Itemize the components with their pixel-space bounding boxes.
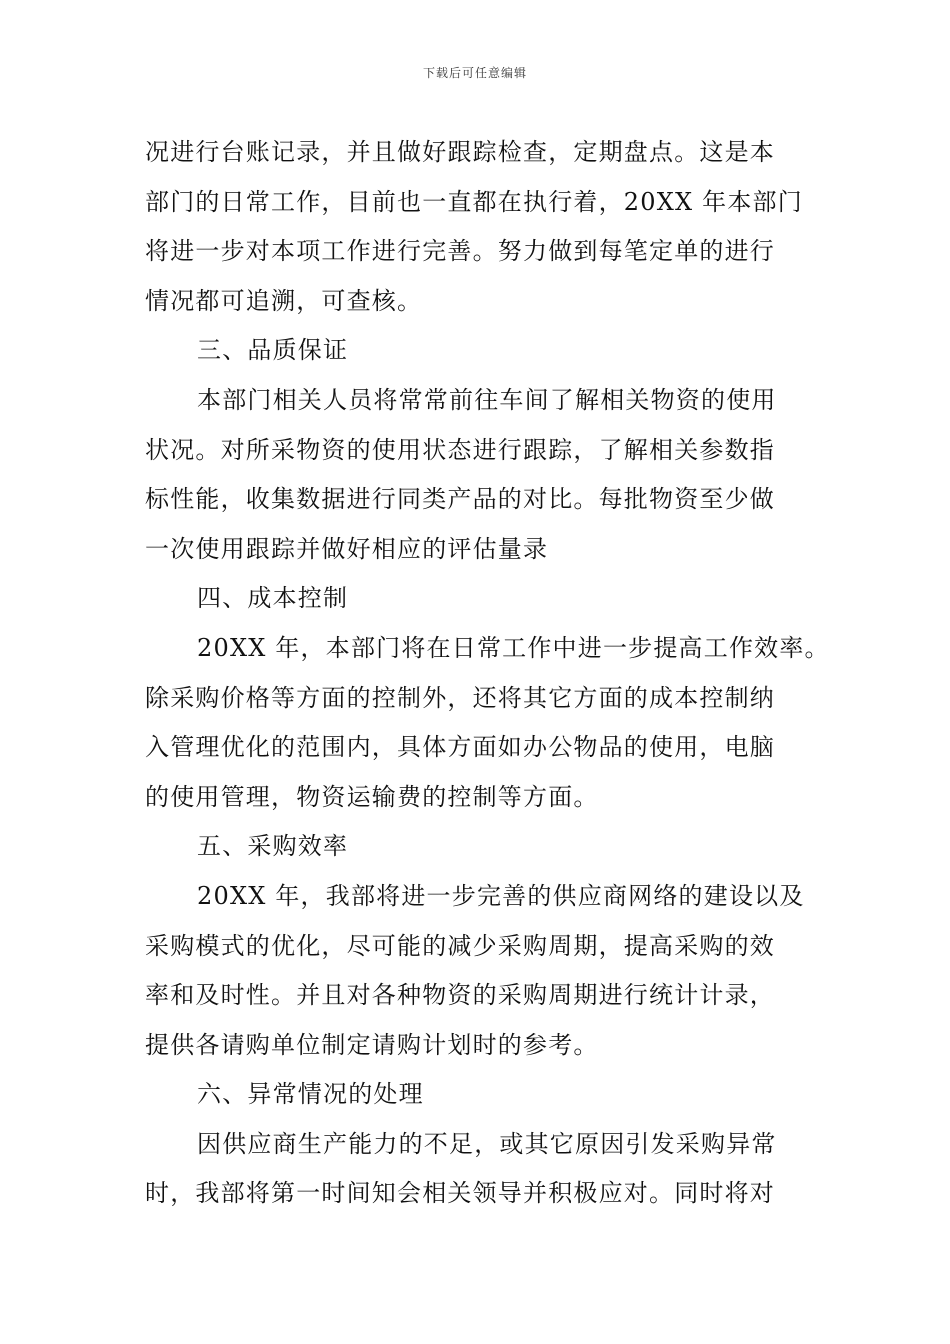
paragraph-start-line: 本部门相关人员将常常前往车间了解相关物资的使用 — [197, 385, 777, 414]
paragraph-start-line: 20XX 年，本部门将在日常工作中进一步提高工作效率。 — [197, 633, 830, 662]
document-body — [145, 128, 830, 1219]
body-line: 情况都可追溯，可查核。 — [145, 286, 423, 315]
paragraph-start-line: 因供应商生产能力的不足，或其它原因引发采购异常 — [197, 1129, 777, 1158]
section-heading-quality: 三、品质保证 — [197, 336, 349, 365]
body-line: 入管理优化的范围内，具体方面如办公物品的使用，电脑 — [145, 733, 775, 762]
body-line: 率和及时性。并且对各种物资的采购周期进行统计计录， — [145, 981, 775, 1010]
body-line: 部门的日常工作，目前也一直都在执行着，20XX 年本部门 — [145, 187, 803, 216]
body-line: 一次使用跟踪并做好相应的评估量录 — [145, 534, 549, 563]
body-line: 提供各请购单位制定请购计划时的参考。 — [145, 1030, 599, 1059]
page-header: 下载后可任意编辑 — [422, 66, 527, 80]
body-line: 采购模式的优化，尽可能的减少采购周期，提高采购的效 — [145, 931, 775, 960]
body-line: 状况。对所采物资的使用状态进行跟踪，了解相关参数指 — [145, 435, 775, 464]
body-line: 况进行台账记录，并且做好跟踪检查，定期盘点。这是本 — [145, 138, 775, 166]
body-line: 除采购价格等方面的控制外，还将其它方面的成本控制纳 — [145, 683, 775, 712]
section-heading-exceptions: 六、异常情况的处理 — [197, 1080, 424, 1109]
section-heading-cost: 四、成本控制 — [197, 584, 349, 613]
body-line: 将进一步对本项工作进行完善。努力做到每笔定单的进行 — [145, 237, 775, 266]
section-heading-efficiency: 五、采购效率 — [197, 832, 349, 861]
body-line: 的使用管理，物资运输费的控制等方面。 — [145, 782, 599, 811]
paragraph-start-line: 20XX 年，我部将进一步完善的供应商网络的建设以及 — [197, 881, 805, 910]
body-line: 标性能，收集数据进行同类产品的对比。每批物资至少做 — [145, 485, 775, 514]
body-line: 时，我部将第一时间知会相关领导并积极应对。同时将对 — [145, 1179, 775, 1208]
